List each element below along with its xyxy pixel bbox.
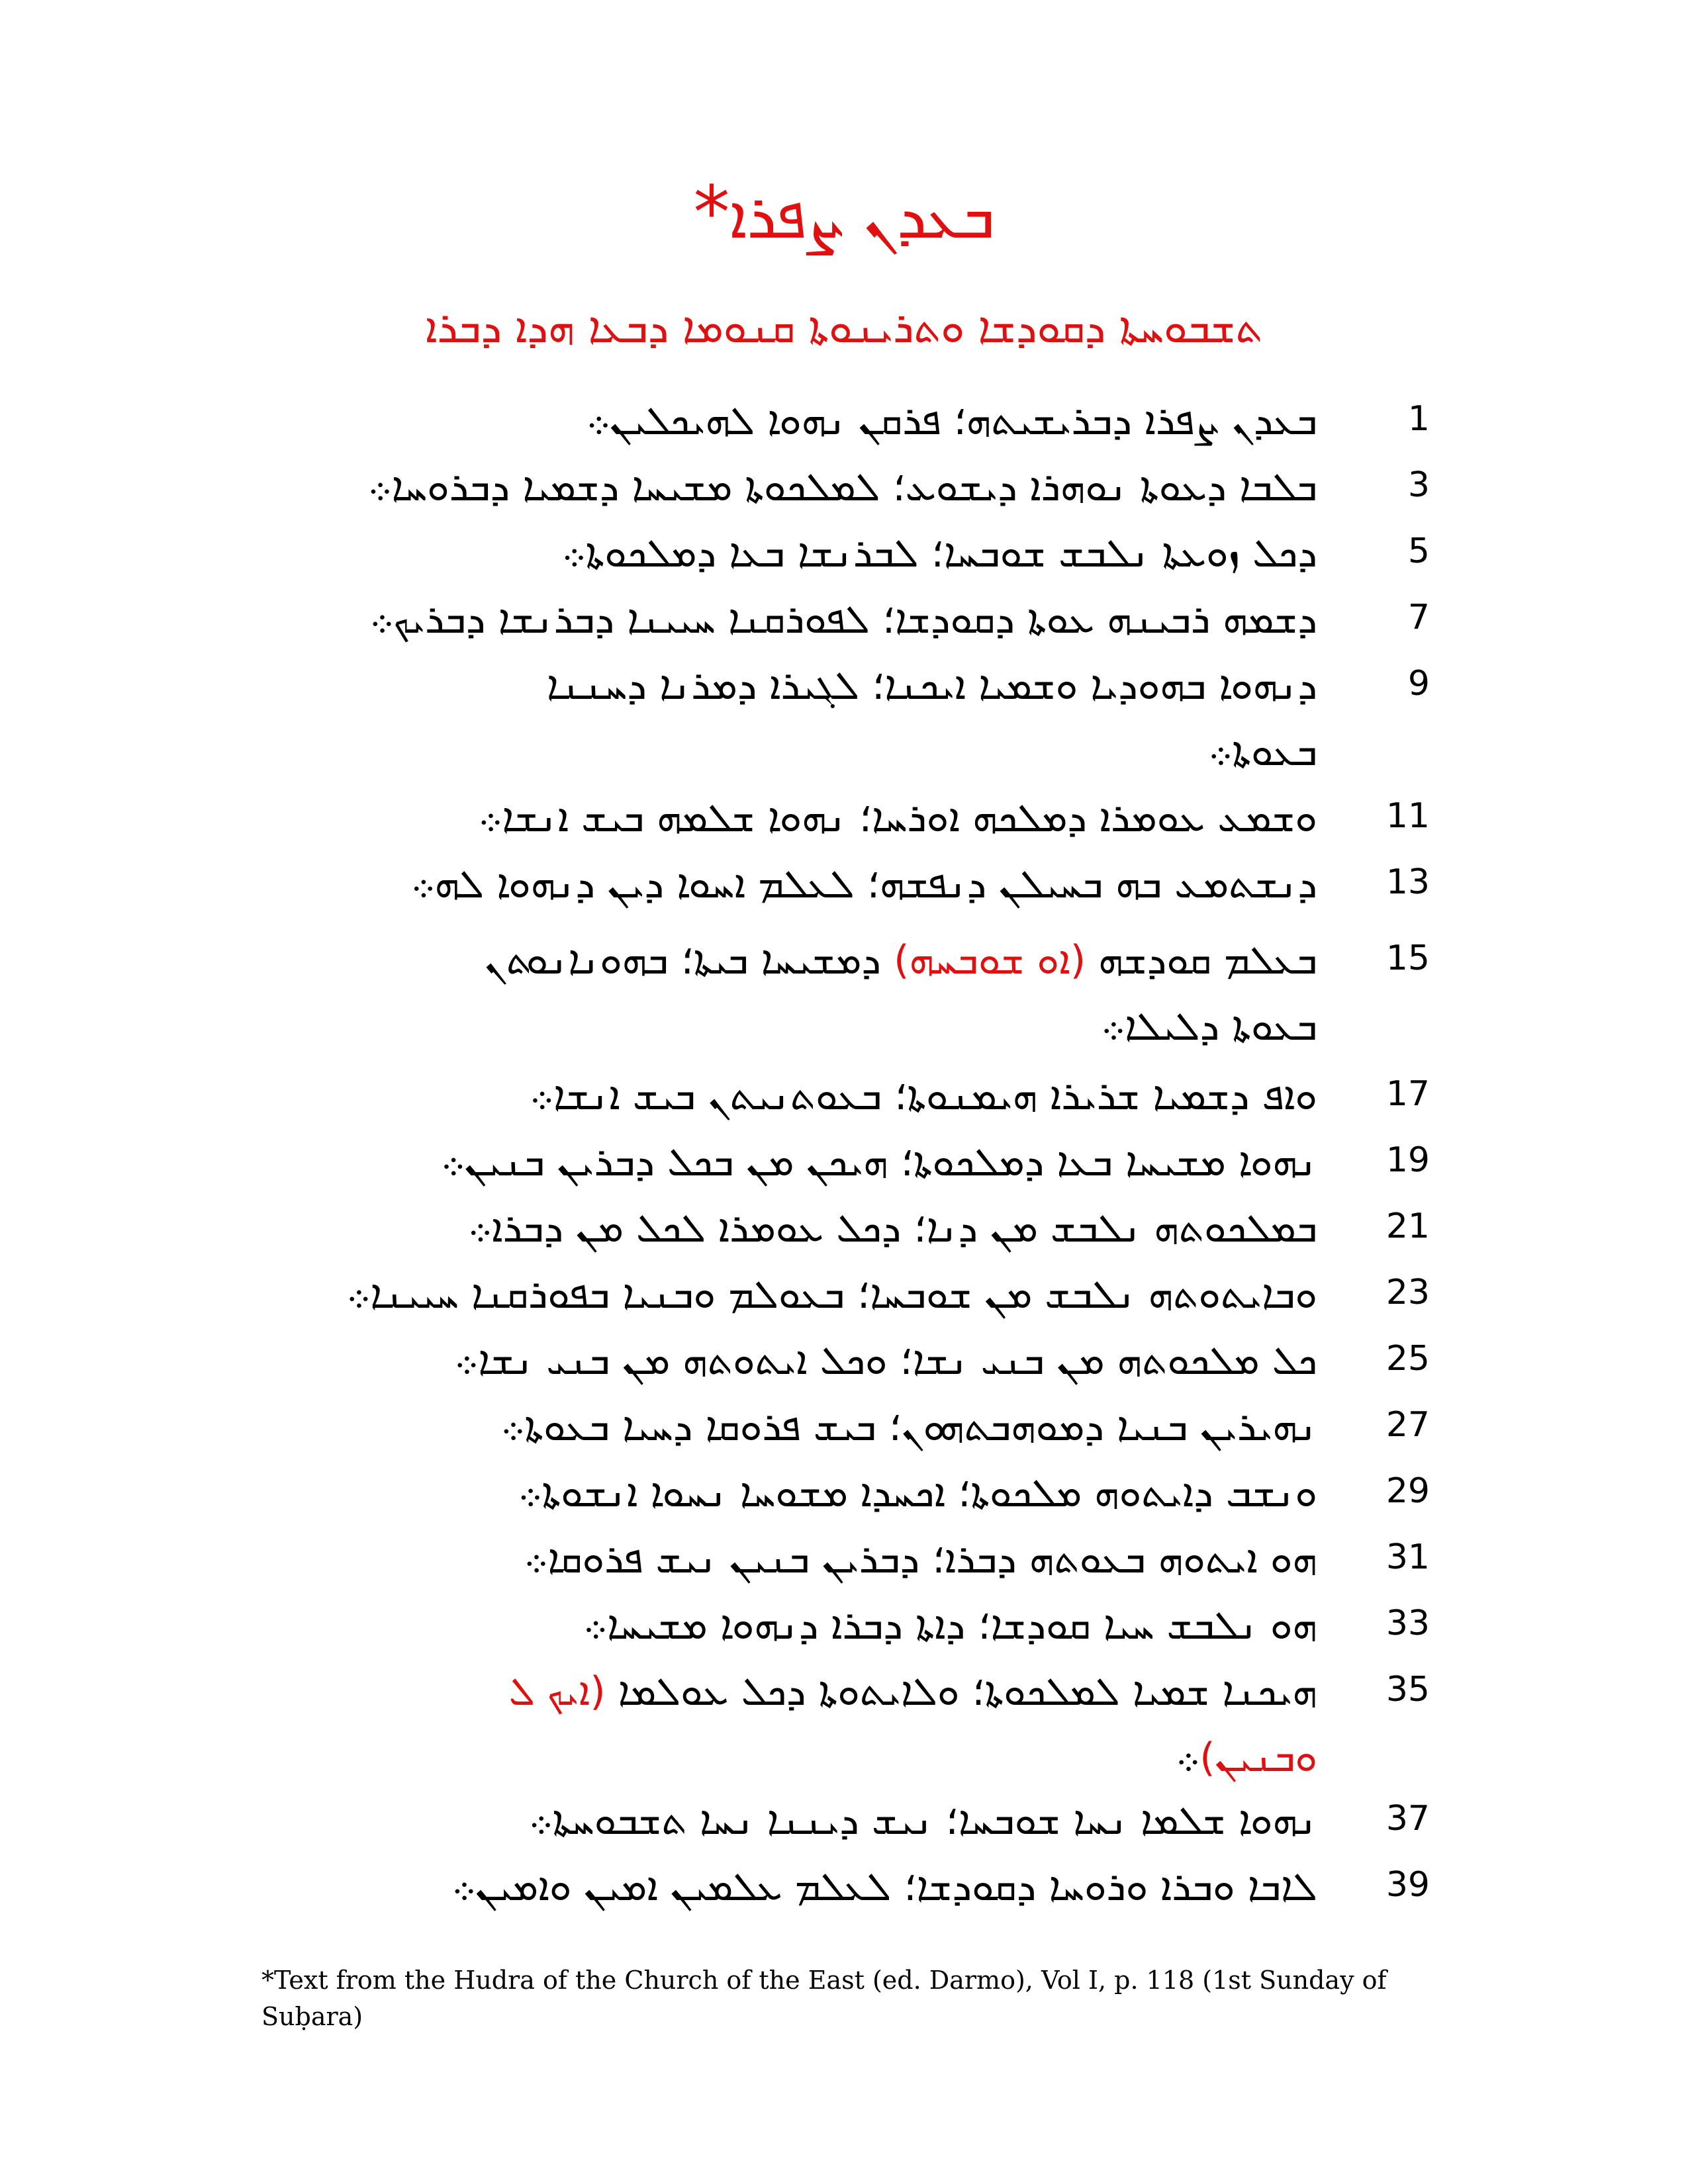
verse-line: ܠܐܒܐ ܘܒܪܐ ܘܪܘܚܐ ܕܩܘܕܫܐ؛ ܠܥܠܡ ܥܠܡܝܢ ܐܡܝܢ ܘܐܡܝܢ܀ [451,1864,1317,1910]
verse-line: ܒܥܘܬܐ܀ [1208,729,1317,775]
verse-line: ܒܠܒܐ ܕܥܘܬܐ ܢܘܗܪܐ ܕܝܫܘܥ؛ ܠܡܠܟܘܬܐ ܡܫܝܚܐ ܕܫܡܝܐ ܕܒܪܘܚܐ܀ [367,464,1317,510]
verse-line: ܘܫܡܥ ܥܘܡܪܐ ܕܡܠܟܗ ܐܘܪܚܐ؛ ܢܗܘܐ ܫܠܡܗ ܒܝܫ ܐܢܫܐ܀ [478,795,1317,841]
verse-number: 9 [1407,664,1430,704]
verse-line: ܕܫܡܗ ܪܒܝܢܗ ܥܘܬܐ ܕܩܘܕܫܐ؛ ܠܦܘܪܩܢܐ ܚܝܝܢܐ ܕܒܪܢܫܐ ܕܒܪܝܟ܀ [369,596,1317,643]
verse-number: 33 [1385,1604,1430,1643]
verse-number: 37 [1385,1799,1430,1839]
verse-number: 3 [1407,465,1430,505]
verse-number: 7 [1407,598,1430,637]
verse-line: ܘܢܫܒ ܕܐܝܬܘܗ ܡܠܟܘܬܐ؛ ܐܟܚܕܐ ܡܫܘܚܐ ܢܚܘܐ ܐܢܫܘܬܐ܀ [518,1470,1317,1516]
verse-line: ܘܒܐܝܬܘܬܗ ܢܠܒܫ ܡܢ ܫܘܒܚܐ؛ ܒܥܘܠܡ ܘܒܢܝܐ ܒܦܘܪܩܢܐ ܚܝܝܢܐ܀ [346,1271,1317,1318]
verse-number: 15 [1385,938,1430,978]
rubric-variant: ܘܒܢܝܢ) [1199,1735,1317,1781]
verse-number: 11 [1385,796,1430,836]
verse-segment: ܒܥܠܡ ܩܘܕܫܗ [1086,937,1317,983]
rubric-variant: (ܐܝܟ ܠ [508,1668,606,1715]
verse-line: ܒܥܕܢ ܨܦܪܐ ܕܒܪܝܫܝܬܗ؛ ܦܪܩܢ ܢܗܘܐ ܠܗܝܟܠܝܢ܀ [586,398,1317,444]
verse-line: ܒܡܠܟܘܬܗ ܢܠܒܫ ܡܢ ܕܢܐ؛ ܕܟܠ ܥܘܡܪܐ ܠܟܠ ܡܢ ܕܒܪܐ܀ [467,1205,1317,1251]
verse-number: 39 [1385,1865,1430,1905]
verse-line: ܕܟܠ ܙܘܥܬܐ ܢܠܒܫ ܫܘܒܚܐ؛ ܠܒܪܢܫܐ ܒܥܐ ܕܡܠܟܘܬܐ܀ [561,530,1317,576]
verse-number: 27 [1385,1405,1430,1445]
verse-number: 35 [1385,1670,1430,1709]
rubric-variant: (ܐܘ ܫܘܒܚܗ) [894,937,1086,983]
verse-line [1176,1734,1317,1782]
verse-number: 17 [1385,1074,1430,1114]
verse-number: 31 [1385,1537,1430,1577]
verse-line: ܢܗܝܪܝܢ ܒܢܝܐ ܕܡܘܗܒܬܗܘܢ؛ ܒܝܫ ܦܪܘܩܐ ܕܚܝܐ ܒܥܘܬܐ܀ [500,1404,1317,1450]
verse-line: ܟܠ ܡܠܟܘܬܗ ܡܢ ܒܢܝ ܢܫܐ؛ ܘܟܠ ܐܝܬܘܬܗ ܡܢ ܒܢܝ ܢܫܐ܀ [454,1338,1317,1384]
verse-number: 23 [1385,1273,1430,1312]
verse-segment: ܀ [1176,1735,1200,1781]
verse-line: ܗܘ ܢܠܒܫ ܚܝܐ ܩܘܕܫܐ؛ ܕܐܬܐ ܕܒܪܐ ܕܢܗܘܐ ܡܫܝܚܐ܀ [583,1602,1317,1649]
verse-number: 21 [1385,1206,1430,1246]
verse-line [509,1668,1317,1715]
page-subtitle: ܬܫܒܘܚܬܐ ܕܩܘܕܫܐ ܘܬܪܝܢܘܬܐ ܩܢܘܡܐ ܕܒܥܐ ܗܕܐ ܕܒܪܐ [425,304,1263,353]
footnote: *Text from the Hudra of the Church of the East (ed. Darmo), Vol I, p. 118 (1st Sunday of Suḅara) [261,1966,1387,2032]
verse-line: ܒܥܘܬܐ ܕܠܝܠܐ܀ [1101,1003,1317,1050]
verse-number: 29 [1385,1471,1430,1511]
verse-line: ܕܢܫܬܡܥ ܒܗ ܒܚܝܠܢ ܕܢܦܫܗ؛ ܠܥܠܡ ܐܚܘܐ ܕܝܢ ܕܢܗܘܐ ܠܗ܀ [410,861,1317,907]
verse-number: 13 [1385,862,1430,902]
verse-number: 1 [1407,399,1430,439]
verse-segment: ܕܡܫܝܚܐ ܒܝܬܐ؛ ܒܗܘܢܐܢܘܬܢ [485,937,894,983]
verse-line: ܘܐܦ ܕܫܡܝܐ ܫܪܝܪܐ ܗܝܡܢܘܬܐ؛ ܒܥܘܬܢܝܬܢ ܒܝܫ ܐܢܫܐ܀ [529,1073,1317,1119]
verse-line: ܢܗܘܐ ܡܫܝܚܐ ܒܥܐ ܕܡܠܟܘܬܐ؛ ܗܝܟܢ ܡܢ ܒܟܠ ܕܒܪܝܢ ܒܢܝܢ܀ [441,1139,1317,1185]
verse-line: ܕܢܗܘܐ ܒܗܘܕܝܐ ܘܫܡܝܐ ܐܝܟܢܐ؛ ܠܓܝܪܐ ܕܡܪܢܐ ܕܚܢܢܐ [546,662,1317,709]
verse-line: ܗܘ ܐܝܬܘܗ ܒܥܘܬܗ ܕܒܪܐ؛ ܕܒܪܝܢ ܒܢܝܢ ܢܝܫ ܦܪܘܩܐ܀ [524,1536,1317,1582]
verse-number: 25 [1385,1339,1430,1379]
title-text: ܒܥܕܢ ܨܦܪܐ [729,181,995,252]
verse-line [485,936,1317,984]
footnote-marker: * [693,170,730,255]
verse-number: 19 [1385,1140,1430,1180]
verse-line: ܢܗܘܐ ܫܠܡܐ ܢܚܐ ܫܘܒܚܐ؛ ܢܝܫ ܕܝܢܢܐ ܢܚܐ ܬܫܒܘܚܬܐ܀ [528,1797,1317,1844]
verse-number: 5 [1407,531,1430,571]
verse-segment: ܗܝܟܢܐ ܫܡܝܐ ܠܡܠܟܘܬܐ؛ ܘܠܐܝܬܘܬܐ ܕܟܠ ܥܘܠܡܐ [605,1668,1317,1715]
